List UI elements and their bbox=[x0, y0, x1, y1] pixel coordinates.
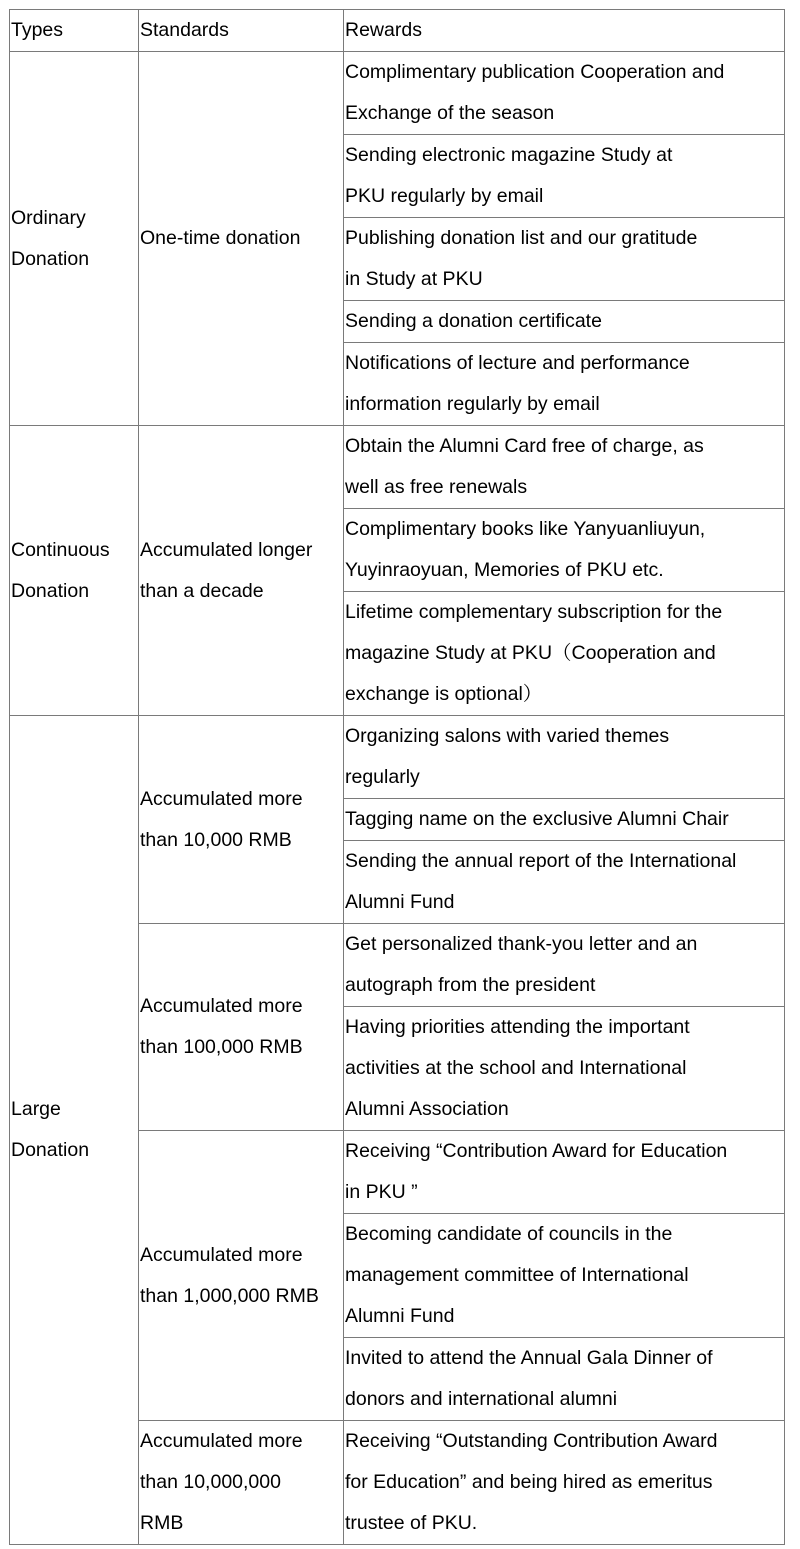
reward-cell: Complimentary books like Yanyuanliuyun, Yuyinraoyuan, Memories of PKU etc. bbox=[344, 509, 785, 592]
standard-cell: Accumulated more than 10,000 RMB bbox=[139, 716, 344, 924]
type-cell-continuous: Continuous Donation bbox=[10, 426, 139, 716]
reward-cell: Get personalized thank-you letter and an autograph from the president bbox=[344, 924, 785, 1007]
reward-cell: Organizing salons with varied themes regularly bbox=[344, 716, 785, 799]
standard-cell: Accumulated more than 1,000,000 RMB bbox=[139, 1131, 344, 1421]
reward-cell: Obtain the Alumni Card free of charge, as well as free renewals bbox=[344, 426, 785, 509]
reward-cell: Sending the annual report of the International Alumni Fund bbox=[344, 841, 785, 924]
table-row bbox=[10, 52, 785, 135]
reward-cell: Sending electronic magazine Study at PKU regularly by email bbox=[344, 135, 785, 218]
reward-cell: Tagging name on the exclusive Alumni Chair bbox=[344, 799, 785, 841]
header-row bbox=[10, 10, 785, 52]
reward-cell: Sending a donation certificate bbox=[344, 301, 785, 343]
type-cell-large: Large Donation bbox=[10, 716, 139, 1545]
donation-rewards-table bbox=[9, 9, 785, 1545]
reward-cell: Becoming candidate of councils in the management committee of International Alumni Fund bbox=[344, 1214, 785, 1338]
reward-cell: Lifetime complementary subscription for the magazine Study at PKU（Cooperation and exchange is optional） bbox=[344, 592, 785, 716]
table-row bbox=[10, 426, 785, 509]
standard-cell: One-time donation bbox=[139, 52, 344, 426]
header-standards: Standards bbox=[139, 10, 344, 52]
reward-cell: Publishing donation list and our gratitude in Study at PKU bbox=[344, 218, 785, 301]
reward-cell: Complimentary publication Cooperation and Exchange of the season bbox=[344, 52, 785, 135]
reward-cell: Notifications of lecture and performance information regularly by email bbox=[344, 343, 785, 426]
standard-cell: Accumulated longer than a decade bbox=[139, 426, 344, 716]
type-cell-ordinary: Ordinary Donation bbox=[10, 52, 139, 426]
reward-cell: Having priorities attending the important activities at the school and International Alumni Association bbox=[344, 1007, 785, 1131]
reward-cell: Receiving “Contribution Award for Education in PKU ” bbox=[344, 1131, 785, 1214]
table-row bbox=[10, 716, 785, 799]
header-types: Types bbox=[10, 10, 139, 52]
standard-cell: Accumulated more than 10,000,000 RMB bbox=[139, 1421, 344, 1545]
reward-cell: Invited to attend the Annual Gala Dinner of donors and international alumni bbox=[344, 1338, 785, 1421]
header-rewards: Rewards bbox=[344, 10, 785, 52]
standard-cell: Accumulated more than 100,000 RMB bbox=[139, 924, 344, 1131]
reward-cell: Receiving “Outstanding Contribution Award for Education” and being hired as emeritus trustee of PKU. bbox=[344, 1421, 785, 1545]
